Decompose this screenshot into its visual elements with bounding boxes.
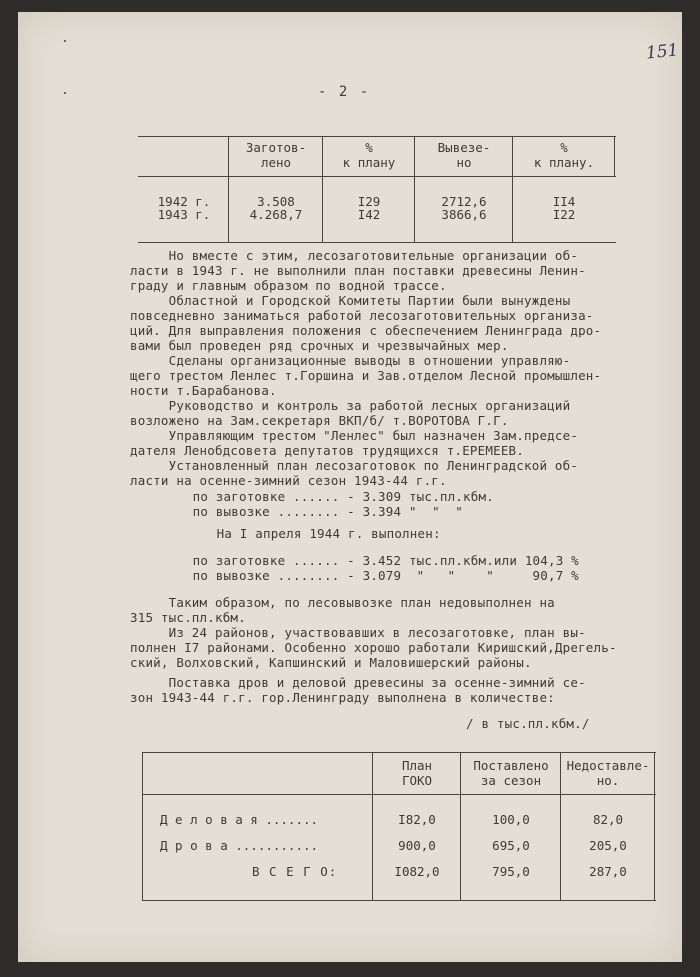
handwritten-page-number: 151 [645,40,680,64]
completion-figures: по заготовке ...... - 3.452 тыс.пл.кбм.или 104,3 % по вывозке ........ - 3.079 " " " 90,7 % [192,553,579,583]
paragraph: Управляющим трестом "Ленлес" был назначен Зам.предсе- дателя Ленобдсовета депутатов трудящихся т.ЕРЕМЕЕВ. [130,428,579,458]
row-label: Д е л о в а я ....... [160,812,319,827]
table-rule [322,136,323,243]
table-cell: 3.508 [257,194,295,209]
completion-date: На I апреля 1944 г. выполнен: [178,526,441,541]
table-rule [372,752,373,901]
paragraph: Из 24 районов, участвовавших в лесозаготовке, план вы- полнен I7 районами. Особенно хорошо работали Киришский,Дрегель- ский, Волховский, Капшинский и Маловишерский районы. [130,625,617,670]
total-cell: 795,0 [492,864,530,879]
column-header: План ГОКО [401,758,433,788]
table-rule [138,136,616,137]
paragraph: Руководство и контроль за работой лесных организаций возложено на Зам.секретаря ВКП/б/ т.ВОРОТОВА Г.Г. [130,398,571,428]
paragraph: Установленный план лесозаготовок по Ленинградской об- ласти на осенне-зимний сезон 1943-44 г.г. [130,458,579,488]
unit-note: / в тыс.пл.кбм./ [466,716,590,731]
table-rule [414,136,415,243]
table-cell: 82,0 [592,812,624,827]
paragraph: Но вместе с этим, лесозаготовительные организации об- ласти в 1943 г. не выполнили план поставки древесины Ленин- граду и главным образом по водной трассе. [130,248,586,293]
table-cell: I22 [552,207,576,222]
table-cell: 2712,6 [441,194,487,209]
paragraph: Сделаны организационные выводы в отношении управляю- щего трестом Ленлес т.Горшина и Зав.отделом Лесной промышлен- ности т.Барабанова. [130,353,602,398]
page-number: - 2 - [318,84,371,100]
table-cell: 205,0 [589,838,627,853]
table-rule [142,900,656,901]
table-rule [512,136,513,243]
paragraph: Таким образом, по лесовывозке план недовыполнен на 315 тыс.пл.кбм. [130,595,555,625]
total-label: В С Е Г О: [252,864,338,879]
column-header: % к плану [342,140,396,170]
year-cell: 1943 г. [157,207,211,222]
column-header: Поставлено за сезон [473,758,549,788]
total-cell: I082,0 [394,864,440,879]
table-rule [614,136,615,176]
table-cell: 3866,6 [441,207,487,222]
column-header: Заготов- лено [245,140,307,170]
table-cell: II4 [552,194,576,209]
total-cell: 287,0 [589,864,627,879]
production-table [138,136,616,244]
table-cell: I82,0 [398,812,436,827]
table-cell: 695,0 [492,838,530,853]
table-rule [142,752,143,901]
delivery-table [142,752,656,902]
column-header: % к плану. [533,140,595,170]
margin-dot [64,92,66,94]
column-header: Недоставле- но. [566,758,650,788]
table-rule [654,752,655,901]
plan-figures: по заготовке ...... - 3.309 тыс.пл.кбм. по вывозке ........ - 3.394 " " " [192,489,494,519]
paragraph: Поставка дров и деловой древесины за осенне-зимний се- зон 1943-44 г.г. гор.Ленинграду выполнена в количестве: [130,675,586,705]
table-rule [138,176,616,177]
table-rule [138,242,616,243]
table-rule [142,752,656,753]
table-rule [228,136,229,243]
table-rule [560,752,561,901]
paragraph: Областной и Городской Комитеты Партии были вынуждены повседневно заниматься работой лесозаготовительных организа- ций. Для выправления положения с обеспечением Ленинграда дро- вами был проведен ряд срочных и чрезвычайных мер. [130,293,602,353]
row-label: Д р о в а ........... [160,838,319,853]
table-cell: 900,0 [398,838,436,853]
table-cell: 4.268,7 [249,207,303,222]
table-rule [460,752,461,901]
year-cell: 1942 г. [157,194,211,209]
margin-dot [64,40,66,42]
table-cell: I29 [357,194,381,209]
table-rule [142,794,656,795]
table-cell: I42 [357,207,381,222]
column-header: Вывезе- но [437,140,491,170]
document-page [18,12,682,962]
table-cell: 100,0 [492,812,530,827]
